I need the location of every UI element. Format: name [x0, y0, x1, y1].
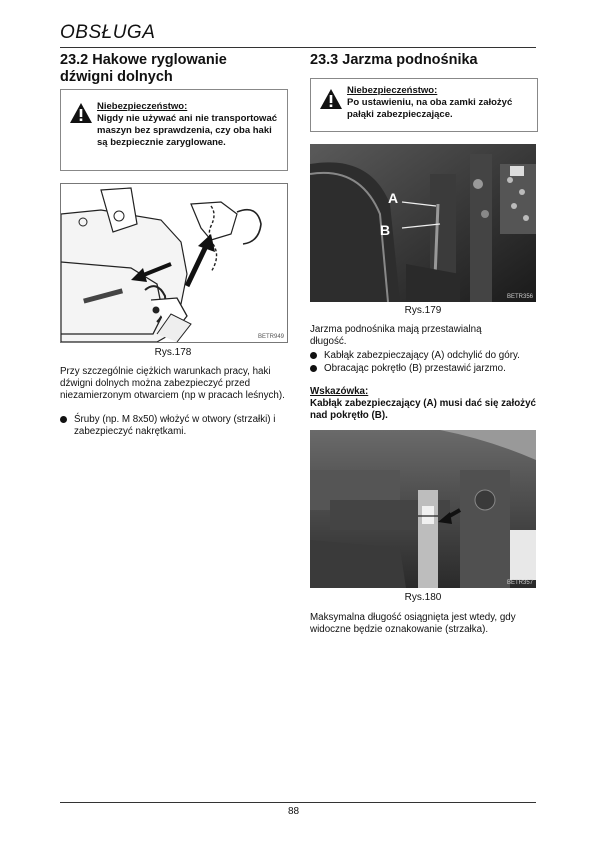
- figure-179-caption: Rys.179: [404, 305, 442, 316]
- bullet-dot-icon: [60, 416, 67, 423]
- right-warning-box: [310, 78, 538, 132]
- right-bullet-item-2: [310, 363, 538, 376]
- figure-179-code: BETR356: [506, 294, 533, 300]
- page-number: 88: [288, 806, 300, 817]
- left-warning-text: [97, 101, 281, 149]
- right-warning-title: Niebezpieczeństwo:: [347, 85, 438, 96]
- note-text: Kabłąk zabezpieczający (A) musi dać się założyć nad pokrętło (B).: [310, 398, 536, 421]
- lower-link-hook-illustration: [61, 184, 287, 342]
- left-warning-title: Niebezpieczeństwo:: [97, 101, 188, 112]
- figure-178-caption: Rys.178: [154, 347, 192, 358]
- footer-rule: [60, 802, 536, 803]
- warning-triangle-icon: [319, 88, 343, 110]
- right-warning-body: Po ustawieniu, na oba zamki założyć pałąki zabezpieczające.: [347, 97, 513, 120]
- left-bullet-text: Śruby (np. M 8x50) włożyć w otwory (strzałki) i zabezpieczyć nakrętkami.: [74, 414, 276, 437]
- figure-179-photo: [310, 144, 536, 302]
- right-paragraph-1: Jarzma podnośnika mają przestawialną długość.: [310, 324, 482, 347]
- bullet-dot-icon: [310, 365, 317, 372]
- left-warning-body: Nigdy nie używać ani nie transportować maszyn bez sprawdzenia, czy oba haki są bezpiecznie zaryglowane.: [97, 113, 278, 148]
- photo-label-a: A: [388, 190, 399, 206]
- warning-triangle-icon: [69, 102, 93, 124]
- left-paragraph: Przy szczególnie ciężkich warunkach pracy, haki dźwigni dolnych można zabezpieczyć przed niezamierzonym otwarciem (np w pracach leśnych).: [60, 366, 285, 401]
- lift-rod-marking-photo-illustration: [310, 430, 536, 588]
- left-section-heading: 23.2 Hakowe ryglowanie dźwigni dolnych: [60, 52, 227, 85]
- figure-180-code: BETR357: [506, 580, 533, 586]
- right-bullet-item-1: [310, 350, 538, 363]
- right-warning-text: [347, 85, 533, 121]
- figure-178: [60, 183, 288, 343]
- right-bullet-text-1: Kabłąk zabezpieczający (A) odchylić do góry.: [324, 350, 520, 361]
- figure-180-caption: Rys.180: [404, 592, 442, 603]
- bullet-dot-icon: [310, 352, 317, 359]
- left-bullet-item: [60, 414, 288, 440]
- photo-label-b: B: [380, 222, 391, 238]
- right-bullet-text-2: Obracając pokrętło (B) przestawić jarzmo.: [324, 363, 506, 374]
- lift-rod-photo-illustration: [310, 144, 536, 302]
- figure-180-photo: [310, 430, 536, 588]
- right-section-heading: 23.3 Jarzma podnośnika: [310, 52, 478, 68]
- left-warning-box: [60, 89, 288, 171]
- header-rule: [60, 47, 536, 48]
- section-header-title: OBSŁUGA: [60, 22, 156, 43]
- note-title: Wskazówka:: [310, 386, 369, 397]
- right-paragraph-2: Maksymalna długość osiągnięta jest wtedy, gdy widoczne będzie oznakowanie (strzałka).: [310, 612, 516, 635]
- figure-178-code: BETR949: [257, 334, 284, 340]
